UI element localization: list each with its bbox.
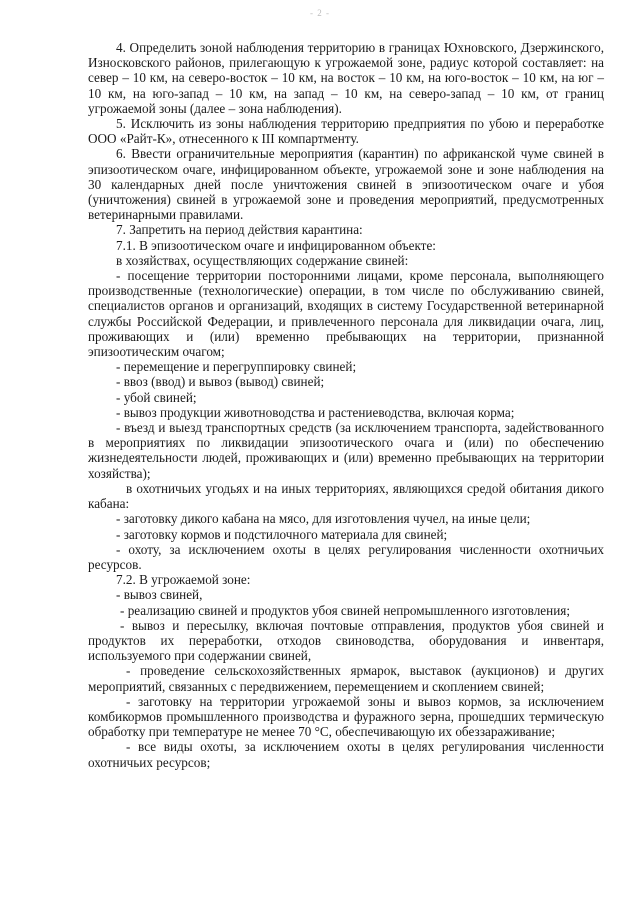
list-item: - заготовку дикого кабана на мясо, для изготовления чучел, на иные цели; (116, 511, 531, 527)
list-item: - все виды охоты, за исключением охоты в целях регулирования численности охотничьих ресурсов; (88, 739, 604, 770)
subheading-farms: в хозяйствах, осуществляющих содержание свиней: (116, 252, 409, 268)
list-item: - ввоз (ввод) и вывоз (вывод) свиней; (116, 374, 325, 390)
list-item: - вывоз и пересылку, включая почтовые отправления, продуктов убоя свиней и продуктов их переработки, отходов свиноводства, оборудования и инвентаря, используемого при содержании свиней, (88, 617, 604, 664)
page-number: - 2 - (310, 8, 330, 18)
list-item: - вывоз свиней, (116, 587, 203, 603)
list-item: - заготовку кормов и подстилочного материала для свиней; (116, 526, 448, 542)
list-item: - вывоз продукции животноводства и растениеводства, включая корма; (116, 404, 515, 420)
list-item: - посещение территории посторонними лицами, кроме персонала, выполняющего производственные (технологические) операции, в том числе по обслуживанию свиней, специалистов органов и организаций, входящих в систему Государственной ветеринарной службы Российской Федерации, и привлеченного персонала для ликвидации очага, лиц, проживающих и (или) временно пребывающих на территории, признанной эпизоотическим очагом; (88, 268, 604, 360)
paragraph-4: 4. Определить зоной наблюдения территорию в границах Юхновского, Дзержинского, Износковского районов, прилегающую к угрожаемой зоне, радиус которой составляет: на север – 10 км, на северо-восток – 10 км, на восток – 10 км, на юго-восток – 10 км, на юг – 10 км, на юго-запад – 10 км, на запад – 10 км, на северо-запад – 10 км, от границ угрожаемой зоны (далее – зона наблюдения). (88, 40, 604, 116)
list-item: - проведение сельскохозяйственных ярмарок, выставок (аукционов) и других мероприятий, связанных с передвижением, перемещением и скоплением свиней; (88, 663, 604, 694)
paragraph-5: 5. Исключить из зоны наблюдения территорию предприятия по убою и переработке ООО «Райт-К», отнесенного к III компартменту. (88, 116, 604, 147)
list-item: - въезд и выезд транспортных средств (за исключением транспорта, задействованного в мероприятиях по ликвидации эпизоотического очага и (или) по обеспечению жизнедеятельности людей, проживающих и (или) временно пребывающих на территории хозяйства); (88, 420, 604, 481)
list-item: - убой свиней; (116, 389, 197, 405)
paragraph-7: 7. Запретить на период действия карантина: (116, 222, 363, 238)
paragraph-7-1: 7.1. В эпизоотическом очаге и инфицированном объекте: (116, 237, 436, 253)
list-item: - реализацию свиней и продуктов убоя свиней непромышленного изготовления; (120, 602, 570, 618)
list-item: - охоту, за исключением охоты в целях регулирования численности охотничьих ресурсов. (88, 541, 604, 572)
paragraph-6: 6. Ввести ограничительные мероприятия (карантин) по африканской чуме свиней в эпизоотическом очаге, инфицированном объекте, угрожаемой зоне и зоне наблюдения на 30 календарных дней после уничтожения свиней в эпизоотическом очаге и убоя (уничтожения) свиней в угрожаемой зоне и проведения мероприятий, предусмотренных ветеринарными правилами. (88, 146, 604, 223)
list-item: - перемещение и перегруппировку свиней; (116, 359, 357, 375)
subheading-hunting-grounds: в охотничьих угодьях и на иных территориях, являющихся средой обитания дикого кабана: (88, 480, 604, 512)
list-item: - заготовку на территории угрожаемой зоны и вывоз кормов, за исключением комбикормов промышленного производства и фуражного зерна, прошедших термическую обработку при температуре не менее 70 °С, обеспечивающую их обеззараживание; (88, 693, 604, 740)
paragraph-7-2: 7.2. В угрожаемой зоне: (116, 572, 251, 588)
